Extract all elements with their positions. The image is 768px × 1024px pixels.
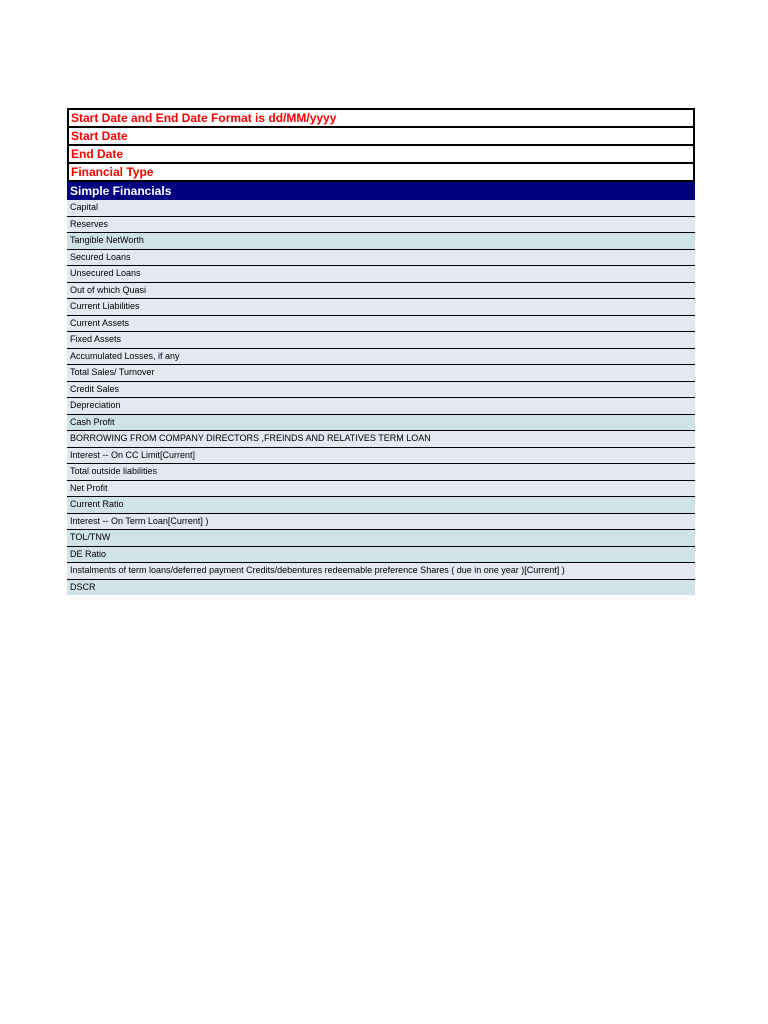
table-row[interactable]: Unsecured Loans <box>67 266 695 283</box>
table-row[interactable]: Current Liabilities <box>67 299 695 316</box>
financial-items-list <box>67 200 695 595</box>
header-row[interactable]: End Date <box>67 144 695 162</box>
table-row[interactable]: Reserves <box>67 217 695 234</box>
table-row[interactable]: Net Profit <box>67 481 695 498</box>
table-row[interactable]: Interest -- On Term Loan[Current] ) <box>67 514 695 531</box>
section-header-simple-financials: Simple Financials <box>67 182 695 200</box>
table-row[interactable]: Credit Sales <box>67 382 695 399</box>
table-row[interactable]: Capital <box>67 200 695 217</box>
table-row[interactable]: Out of which Quasi <box>67 283 695 300</box>
table-row[interactable]: Total Sales/ Turnover <box>67 365 695 382</box>
table-row[interactable]: Secured Loans <box>67 250 695 267</box>
table-row[interactable]: DSCR <box>67 580 695 596</box>
table-row[interactable]: Interest -- On CC Limit[Current] <box>67 448 695 465</box>
table-row[interactable]: Instalments of term loans/deferred payment Credits/debentures redeemable preference Shares ( due in one year )[Current] ) <box>67 563 695 580</box>
table-row[interactable]: BORROWING FROM COMPANY DIRECTORS ,FREINDS AND RELATIVES TERM LOAN <box>67 431 695 448</box>
header-row[interactable]: Financial Type <box>67 162 695 182</box>
table-row[interactable]: Depreciation <box>67 398 695 415</box>
header-block <box>67 108 695 182</box>
table-row[interactable]: Cash Profit <box>67 415 695 432</box>
table-row[interactable]: Tangible NetWorth <box>67 233 695 250</box>
financials-sheet <box>67 108 695 595</box>
table-row[interactable]: DE Ratio <box>67 547 695 564</box>
table-row[interactable]: Current Ratio <box>67 497 695 514</box>
table-row[interactable]: Total outside liabilities <box>67 464 695 481</box>
table-row[interactable]: Accumulated Losses, if any <box>67 349 695 366</box>
header-row[interactable]: Start Date and End Date Format is dd/MM/yyyy <box>67 108 695 126</box>
table-row[interactable]: Current Assets <box>67 316 695 333</box>
header-row[interactable]: Start Date <box>67 126 695 144</box>
table-row[interactable]: Fixed Assets <box>67 332 695 349</box>
table-row[interactable]: TOL/TNW <box>67 530 695 547</box>
